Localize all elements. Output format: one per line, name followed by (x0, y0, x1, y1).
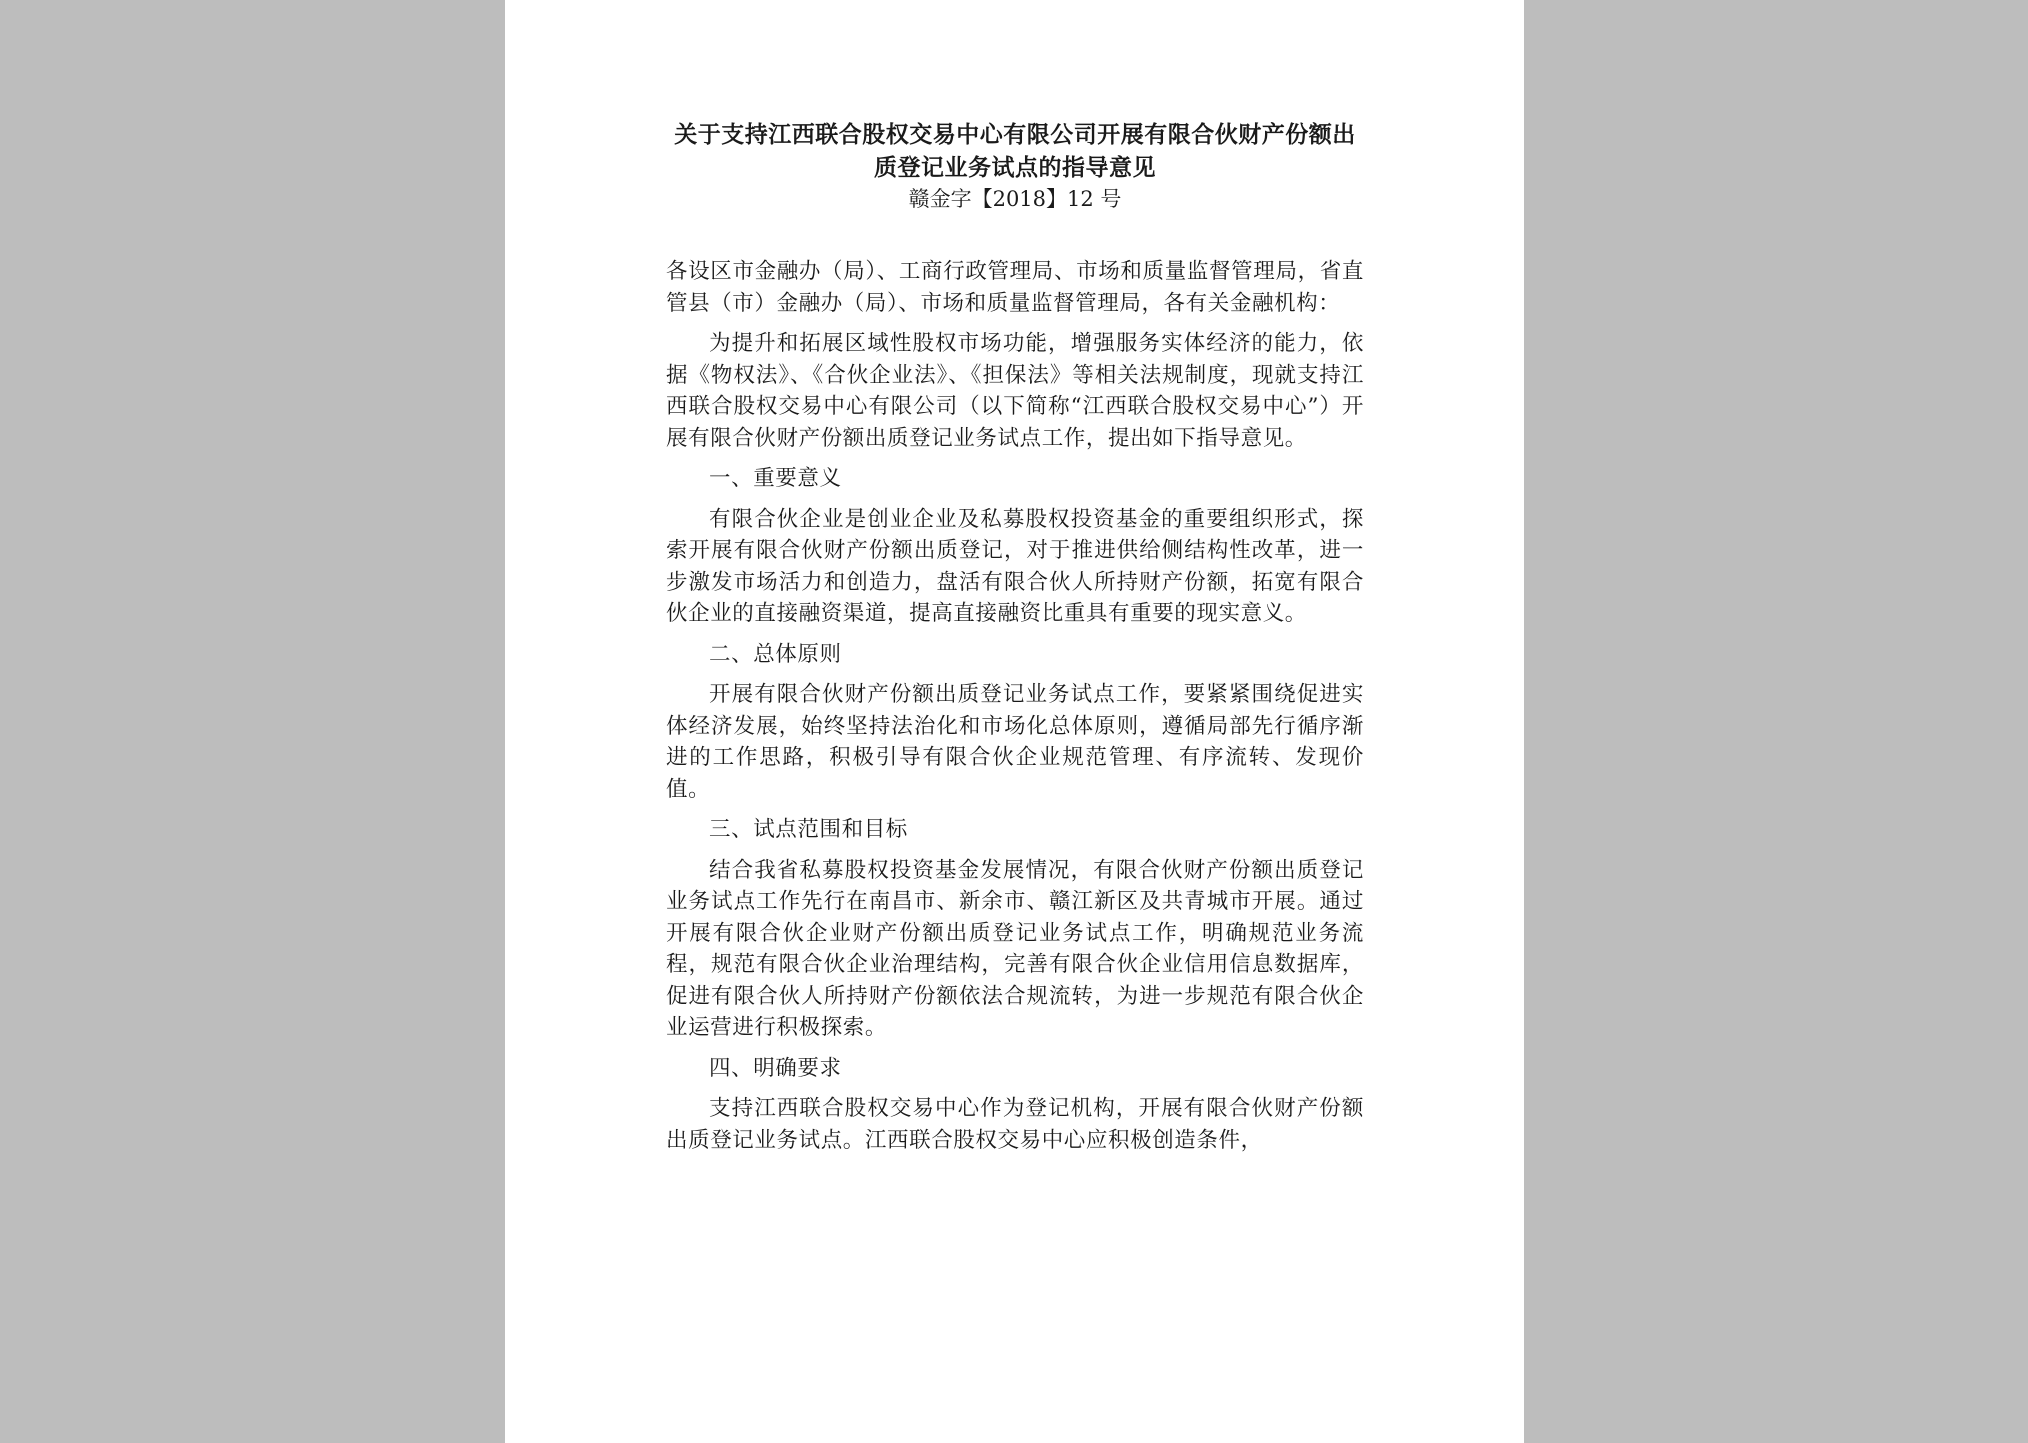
document-title: 关于支持江西联合股权交易中心有限公司开展有限合伙财产份额出质登记业务试点的指导意见 (674, 121, 1356, 181)
section-body: 开展有限合伙财产份额出质登记业务试点工作，要紧紧围绕促进实体经济发展，始终坚持法治化和市场化总体原则，遵循局部先行循序渐进的工作思路，积极引导有限合伙企业规范管理、有序流转、发现价值。 (666, 682, 1364, 802)
section-heading: 三、试点范围和目标 (709, 817, 908, 842)
section-heading: 二、总体原则 (709, 641, 842, 667)
addressee-paragraph: 各设区市金融办（局）、工商行政管理局、市场和质量监督管理局，省直管县（市）金融办（局）、市场和质量监督管理局，各有关金融机构： (666, 259, 1364, 316)
section-heading: 一、重要意义 (709, 466, 842, 491)
section-body: 有限合伙企业是创业企业及私募股权投资基金的重要组织形式，探索开展有限合伙财产份额出质登记，对于推进供给侧结构性改革，进一步激发市场活力和创造力，盘活有限合伙人所持财产份额，拓宽有限合伙企业的直接融资渠道，提高直接融资比重具有重要的现实意义。 (666, 506, 1364, 626)
intro-paragraph: 为提升和拓展区域性股权市场功能，增强服务实体经济的能力，依据《物权法》、《合伙企业法》、《担保法》等相关法规制度，现就支持江西联合股权交易中心有限公司（以下简称“江西联合股权交易中心”）开展有限合伙财产份额出质登记业务试点工作，提出如下指导意见。 (666, 331, 1364, 451)
section-body: 支持江西联合股权交易中心作为登记机构，开展有限合伙财产份额出质登记业务试点。江西联合股权交易中心应积极创造条件， (666, 1096, 1364, 1153)
document-page (505, 0, 1524, 1443)
section-heading: 四、明确要求 (709, 1055, 842, 1081)
section-body: 结合我省私募股权投资基金发展情况，有限合伙财产份额出质登记业务试点工作先行在南昌市、新余市、赣江新区及共青城市开展。通过开展有限合伙企业财产份额出质登记业务试点工作，明确规范业务流程，规范有限合伙企业治理结构，完善有限合伙企业信用信息数据库，促进有限合伙人所持财产份额依法合规流转，为进一步规范有限合伙企业运营进行积极探索。 (666, 857, 1364, 1040)
document-number: 赣金字【2018】12 号 (908, 187, 1122, 211)
